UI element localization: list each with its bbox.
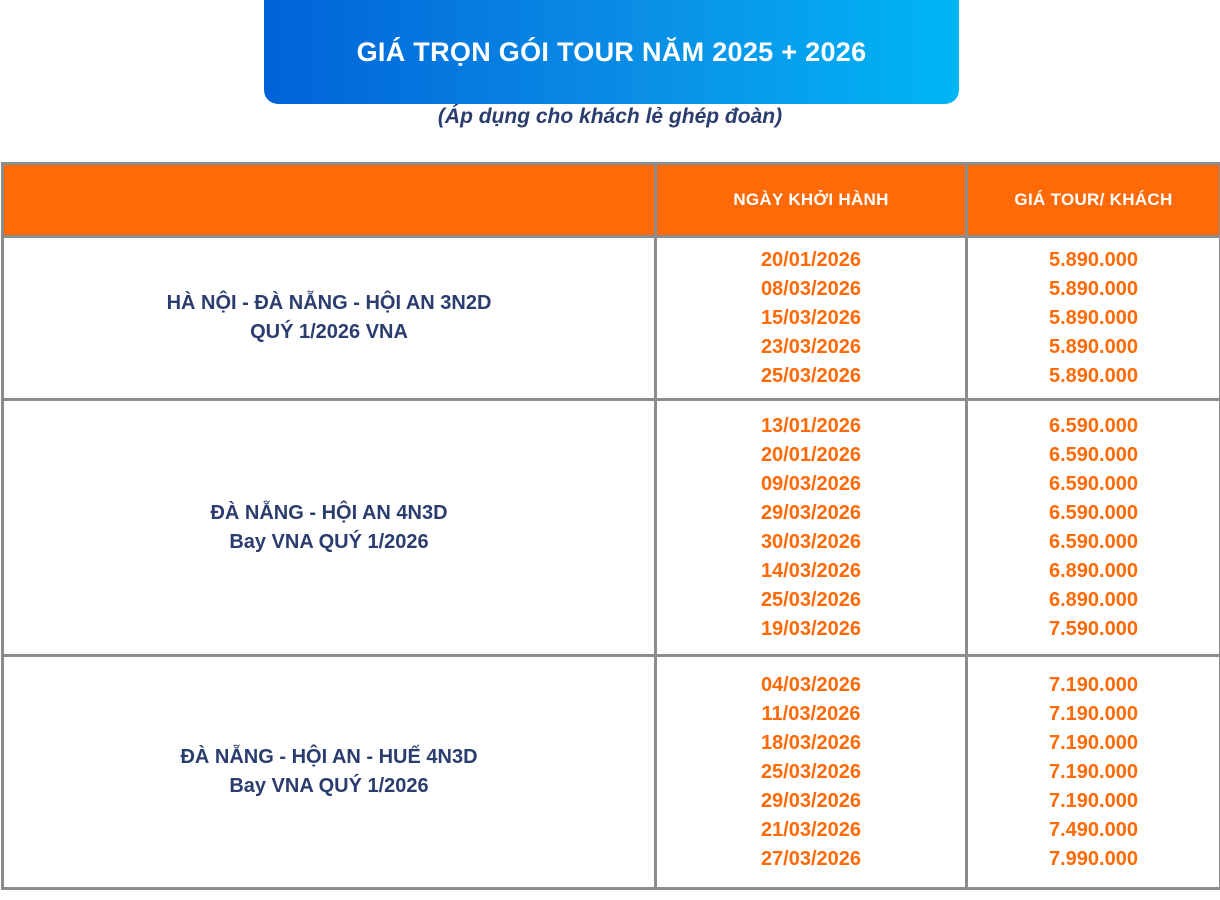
tour-price: 7.190.000	[1049, 702, 1138, 725]
departure-date: 25/03/2026	[760, 588, 862, 611]
tour-price: 6.890.000	[1049, 559, 1138, 582]
departure-date: 04/03/2026	[760, 673, 862, 696]
prices-cell	[967, 237, 1220, 400]
route-name: ĐÀ NẴNG - HỘI AN - HUẾ 4N3D	[180, 746, 478, 768]
departure-date: 20/01/2026	[760, 248, 862, 271]
route-cell	[3, 237, 656, 400]
tour-price: 7.590.000	[1049, 617, 1138, 640]
tour-price: 6.590.000	[1049, 501, 1138, 524]
tour-price: 5.890.000	[1049, 335, 1138, 358]
tour-price: 5.890.000	[1049, 364, 1138, 387]
departure-date: 15/03/2026	[760, 306, 862, 329]
tour-price: 5.890.000	[1049, 248, 1138, 271]
departure-date: 27/03/2026	[760, 847, 862, 870]
tour-price: 7.990.000	[1049, 847, 1138, 870]
route-name: HÀ NỘI - ĐÀ NẴNG - HỘI AN 3N2D	[166, 292, 492, 314]
tour-price: 7.190.000	[1049, 789, 1138, 812]
departure-date: 19/03/2026	[760, 617, 862, 640]
tour-price: 7.190.000	[1049, 731, 1138, 754]
departure-dates-cell	[656, 656, 967, 889]
departure-date: 14/03/2026	[760, 559, 862, 582]
tour-price: 6.590.000	[1049, 530, 1138, 553]
table-header-row	[3, 164, 1220, 237]
prices-cell	[967, 656, 1220, 889]
departure-date: 30/03/2026	[760, 530, 862, 553]
route-cell	[3, 656, 656, 889]
departure-date: 18/03/2026	[760, 731, 862, 754]
table-row	[3, 400, 1220, 656]
tour-price: 6.590.000	[1049, 472, 1138, 495]
tour-price: 7.490.000	[1049, 818, 1138, 841]
tour-price: 7.190.000	[1049, 673, 1138, 696]
tour-price: 6.890.000	[1049, 588, 1138, 611]
departure-date: 08/03/2026	[760, 277, 862, 300]
departure-dates-cell	[656, 237, 967, 400]
route-period: QUÝ 1/2026 VNA	[250, 321, 408, 343]
route-name: ĐÀ NẴNG - HỘI AN 4N3D	[210, 501, 448, 524]
table-row	[3, 656, 1220, 889]
tour-price: 7.190.000	[1049, 760, 1138, 783]
prices-cell	[967, 400, 1220, 656]
column-header-route	[3, 164, 656, 237]
departure-date: 23/03/2026	[760, 335, 862, 358]
page-title: GIÁ TRỌN GÓI TOUR NĂM 2025 + 2026	[356, 36, 867, 67]
departure-dates-cell	[656, 400, 967, 656]
table-row	[3, 237, 1220, 400]
column-header-departure-date: NGÀY KHỞI HÀNH	[656, 164, 967, 237]
departure-date: 21/03/2026	[760, 818, 862, 841]
tour-price: 5.890.000	[1049, 277, 1138, 300]
tour-price: 5.890.000	[1049, 306, 1138, 329]
departure-date: 25/03/2026	[760, 760, 862, 783]
departure-date: 29/03/2026	[760, 501, 862, 524]
column-header-price: GIÁ TOUR/ KHÁCH	[967, 164, 1220, 237]
departure-date: 25/03/2026	[760, 364, 862, 387]
title-banner	[264, 0, 959, 104]
page-subtitle: (Áp dụng cho khách lẻ ghép đoàn)	[437, 105, 783, 128]
departure-date: 13/01/2026	[760, 414, 862, 437]
departure-date: 11/03/2026	[761, 702, 861, 725]
departure-date: 09/03/2026	[760, 472, 862, 495]
tour-price: 6.590.000	[1049, 443, 1138, 466]
departure-date: 29/03/2026	[760, 789, 862, 812]
tour-price: 6.590.000	[1049, 414, 1138, 437]
route-period: Bay VNA QUÝ 1/2026	[229, 530, 429, 553]
route-cell	[3, 400, 656, 656]
price-table	[1, 162, 1220, 890]
departure-date: 20/01/2026	[760, 443, 862, 466]
route-period: Bay VNA QUÝ 1/2026	[229, 775, 429, 797]
